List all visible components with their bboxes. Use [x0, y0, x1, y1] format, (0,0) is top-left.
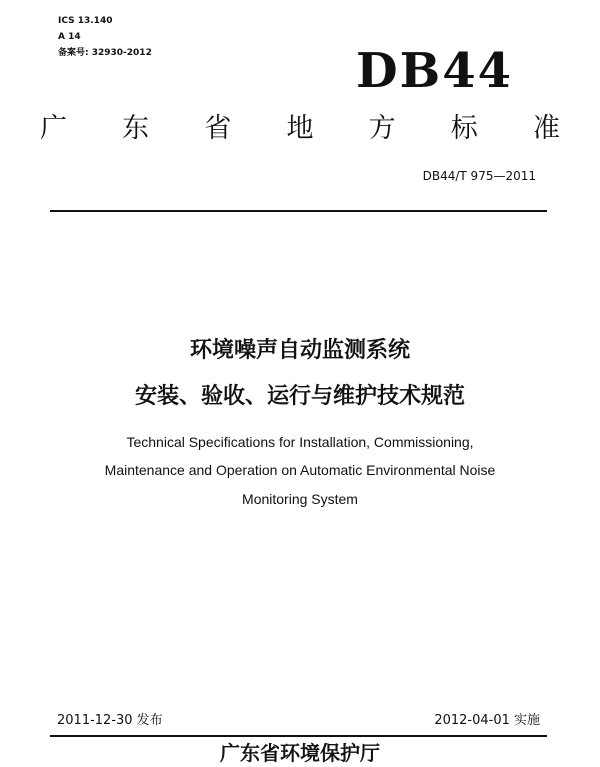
province-title-char: 省	[204, 113, 232, 144]
bottom-divider	[50, 735, 547, 737]
province-standard-title	[40, 112, 560, 146]
standard-number: DB44/T 975—2011	[422, 169, 536, 183]
province-title-char: 准	[532, 113, 560, 144]
implementation-date: 2012-04-01 实施	[434, 713, 540, 728]
province-title-char: 地	[286, 113, 314, 144]
province-title-char: 广	[40, 113, 67, 144]
province-title-char: 方	[368, 113, 396, 144]
standard-code-large: DB44	[356, 43, 513, 99]
publisher: 广东省环境保护厅	[220, 741, 380, 765]
province-title-char: 标	[450, 113, 478, 144]
chinese-title-line-1: 环境噪声自动监测系统	[189, 338, 410, 363]
chinese-title-line-2: 安装、验收、运行与维护技术规范	[134, 384, 465, 409]
issue-date: 2011-12-30 发布	[57, 713, 163, 728]
english-title-line-1: Technical Specifications for Installation, Commissioning,	[126, 434, 474, 450]
classification-code: A 14	[58, 32, 81, 42]
record-number: 备案号: 32930-2012	[58, 48, 152, 58]
top-divider	[50, 210, 547, 212]
province-title-char: 东	[122, 113, 150, 144]
english-title-line-3: Monitoring System	[242, 491, 358, 507]
ics-code: ICS 13.140	[58, 16, 113, 26]
english-title-line-2: Maintenance and Operation on Automatic Environmental Noise	[104, 462, 496, 478]
